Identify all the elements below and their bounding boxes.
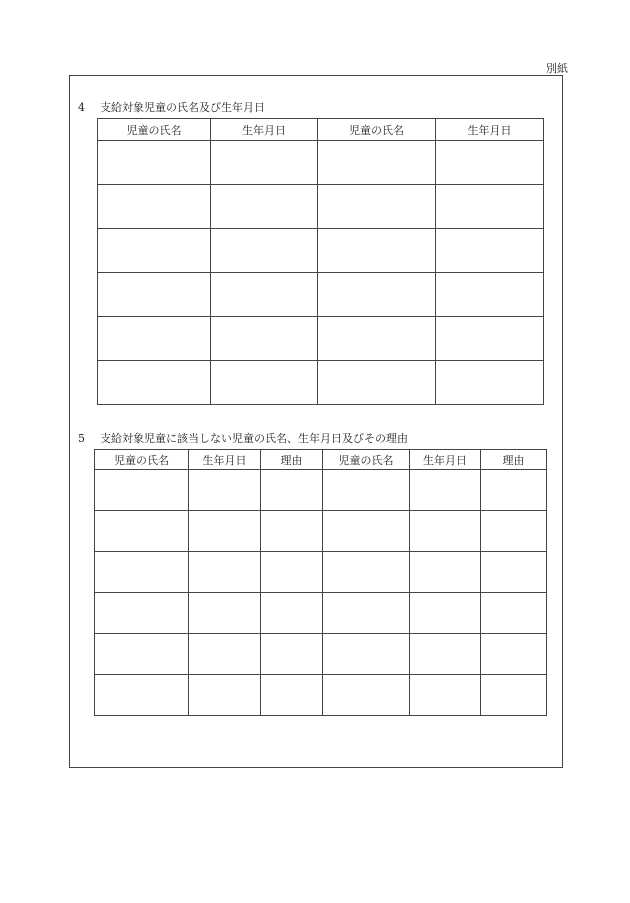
- birth-date-cell[interactable]: [189, 470, 261, 511]
- birth-date-cell[interactable]: [189, 675, 261, 716]
- section-5-heading: [78, 430, 408, 446]
- column-header-birth-date: 生年月日: [211, 119, 318, 141]
- table-row: [98, 273, 544, 317]
- child-name-cell[interactable]: [95, 634, 189, 675]
- table-header-row: [95, 450, 547, 470]
- column-header-child-name: 児童の氏名: [98, 119, 211, 141]
- reason-cell[interactable]: [261, 470, 323, 511]
- reason-cell[interactable]: [261, 511, 323, 552]
- table-row: [95, 593, 547, 634]
- reason-cell[interactable]: [481, 675, 547, 716]
- child-name-cell[interactable]: [323, 593, 410, 634]
- birth-date-cell[interactable]: [436, 361, 544, 405]
- child-name-cell[interactable]: [323, 634, 410, 675]
- birth-date-cell[interactable]: [189, 552, 261, 593]
- birth-date-cell[interactable]: [211, 185, 318, 229]
- section-5-title: 支給対象児童に該当しない児童の氏名、生年月日及びその理由: [100, 432, 408, 445]
- child-name-cell[interactable]: [95, 675, 189, 716]
- child-name-cell[interactable]: [318, 361, 436, 405]
- child-name-cell[interactable]: [318, 317, 436, 361]
- birth-date-cell[interactable]: [410, 511, 481, 552]
- child-name-cell[interactable]: [95, 511, 189, 552]
- child-name-cell[interactable]: [98, 185, 211, 229]
- birth-date-cell[interactable]: [211, 361, 318, 405]
- birth-date-cell[interactable]: [189, 634, 261, 675]
- table-row: [95, 470, 547, 511]
- reason-cell[interactable]: [481, 470, 547, 511]
- column-header-birth-date: 生年月日: [410, 450, 481, 470]
- child-name-cell[interactable]: [95, 552, 189, 593]
- table-row: [98, 317, 544, 361]
- section-4-number: 4: [78, 101, 85, 114]
- child-name-cell[interactable]: [95, 470, 189, 511]
- reason-cell[interactable]: [481, 593, 547, 634]
- birth-date-cell[interactable]: [211, 317, 318, 361]
- child-name-cell[interactable]: [98, 361, 211, 405]
- birth-date-cell[interactable]: [211, 273, 318, 317]
- annex-label: 別紙: [546, 62, 568, 75]
- table-row: [95, 511, 547, 552]
- column-header-child-name: 児童の氏名: [318, 119, 436, 141]
- birth-date-cell[interactable]: [436, 141, 544, 185]
- column-header-reason: 理由: [261, 450, 323, 470]
- table-row: [95, 675, 547, 716]
- child-name-cell[interactable]: [98, 273, 211, 317]
- child-name-cell[interactable]: [98, 229, 211, 273]
- eligible-children-table: [97, 118, 544, 405]
- child-name-cell[interactable]: [318, 185, 436, 229]
- birth-date-cell[interactable]: [410, 552, 481, 593]
- reason-cell[interactable]: [261, 634, 323, 675]
- birth-date-cell[interactable]: [189, 593, 261, 634]
- child-name-cell[interactable]: [98, 141, 211, 185]
- reason-cell[interactable]: [261, 593, 323, 634]
- birth-date-cell[interactable]: [410, 634, 481, 675]
- table-row: [98, 229, 544, 273]
- section-4-title: 支給対象児童の氏名及び生年月日: [100, 101, 265, 114]
- table-row: [95, 634, 547, 675]
- birth-date-cell[interactable]: [436, 273, 544, 317]
- reason-cell[interactable]: [481, 634, 547, 675]
- child-name-cell[interactable]: [318, 229, 436, 273]
- table-row: [95, 552, 547, 593]
- reason-cell[interactable]: [481, 552, 547, 593]
- reason-cell[interactable]: [261, 675, 323, 716]
- birth-date-cell[interactable]: [436, 317, 544, 361]
- reason-cell[interactable]: [481, 511, 547, 552]
- table-row: [98, 185, 544, 229]
- birth-date-cell[interactable]: [211, 141, 318, 185]
- birth-date-cell[interactable]: [436, 185, 544, 229]
- child-name-cell[interactable]: [323, 511, 410, 552]
- child-name-cell[interactable]: [323, 552, 410, 593]
- child-name-cell[interactable]: [323, 470, 410, 511]
- child-name-cell[interactable]: [318, 273, 436, 317]
- table-row: [98, 141, 544, 185]
- section-4-heading: [78, 99, 265, 115]
- section-5-number: 5: [78, 432, 85, 445]
- reason-cell[interactable]: [261, 552, 323, 593]
- table-header-row: [98, 119, 544, 141]
- column-header-child-name: 児童の氏名: [95, 450, 189, 470]
- ineligible-children-table: [94, 449, 547, 716]
- column-header-child-name: 児童の氏名: [323, 450, 410, 470]
- table-row: [98, 361, 544, 405]
- birth-date-cell[interactable]: [436, 229, 544, 273]
- birth-date-cell[interactable]: [189, 511, 261, 552]
- column-header-birth-date: 生年月日: [436, 119, 544, 141]
- child-name-cell[interactable]: [318, 141, 436, 185]
- child-name-cell[interactable]: [98, 317, 211, 361]
- child-name-cell[interactable]: [95, 593, 189, 634]
- column-header-reason: 理由: [481, 450, 547, 470]
- birth-date-cell[interactable]: [410, 470, 481, 511]
- child-name-cell[interactable]: [323, 675, 410, 716]
- birth-date-cell[interactable]: [410, 593, 481, 634]
- column-header-birth-date: 生年月日: [189, 450, 261, 470]
- birth-date-cell[interactable]: [211, 229, 318, 273]
- birth-date-cell[interactable]: [410, 675, 481, 716]
